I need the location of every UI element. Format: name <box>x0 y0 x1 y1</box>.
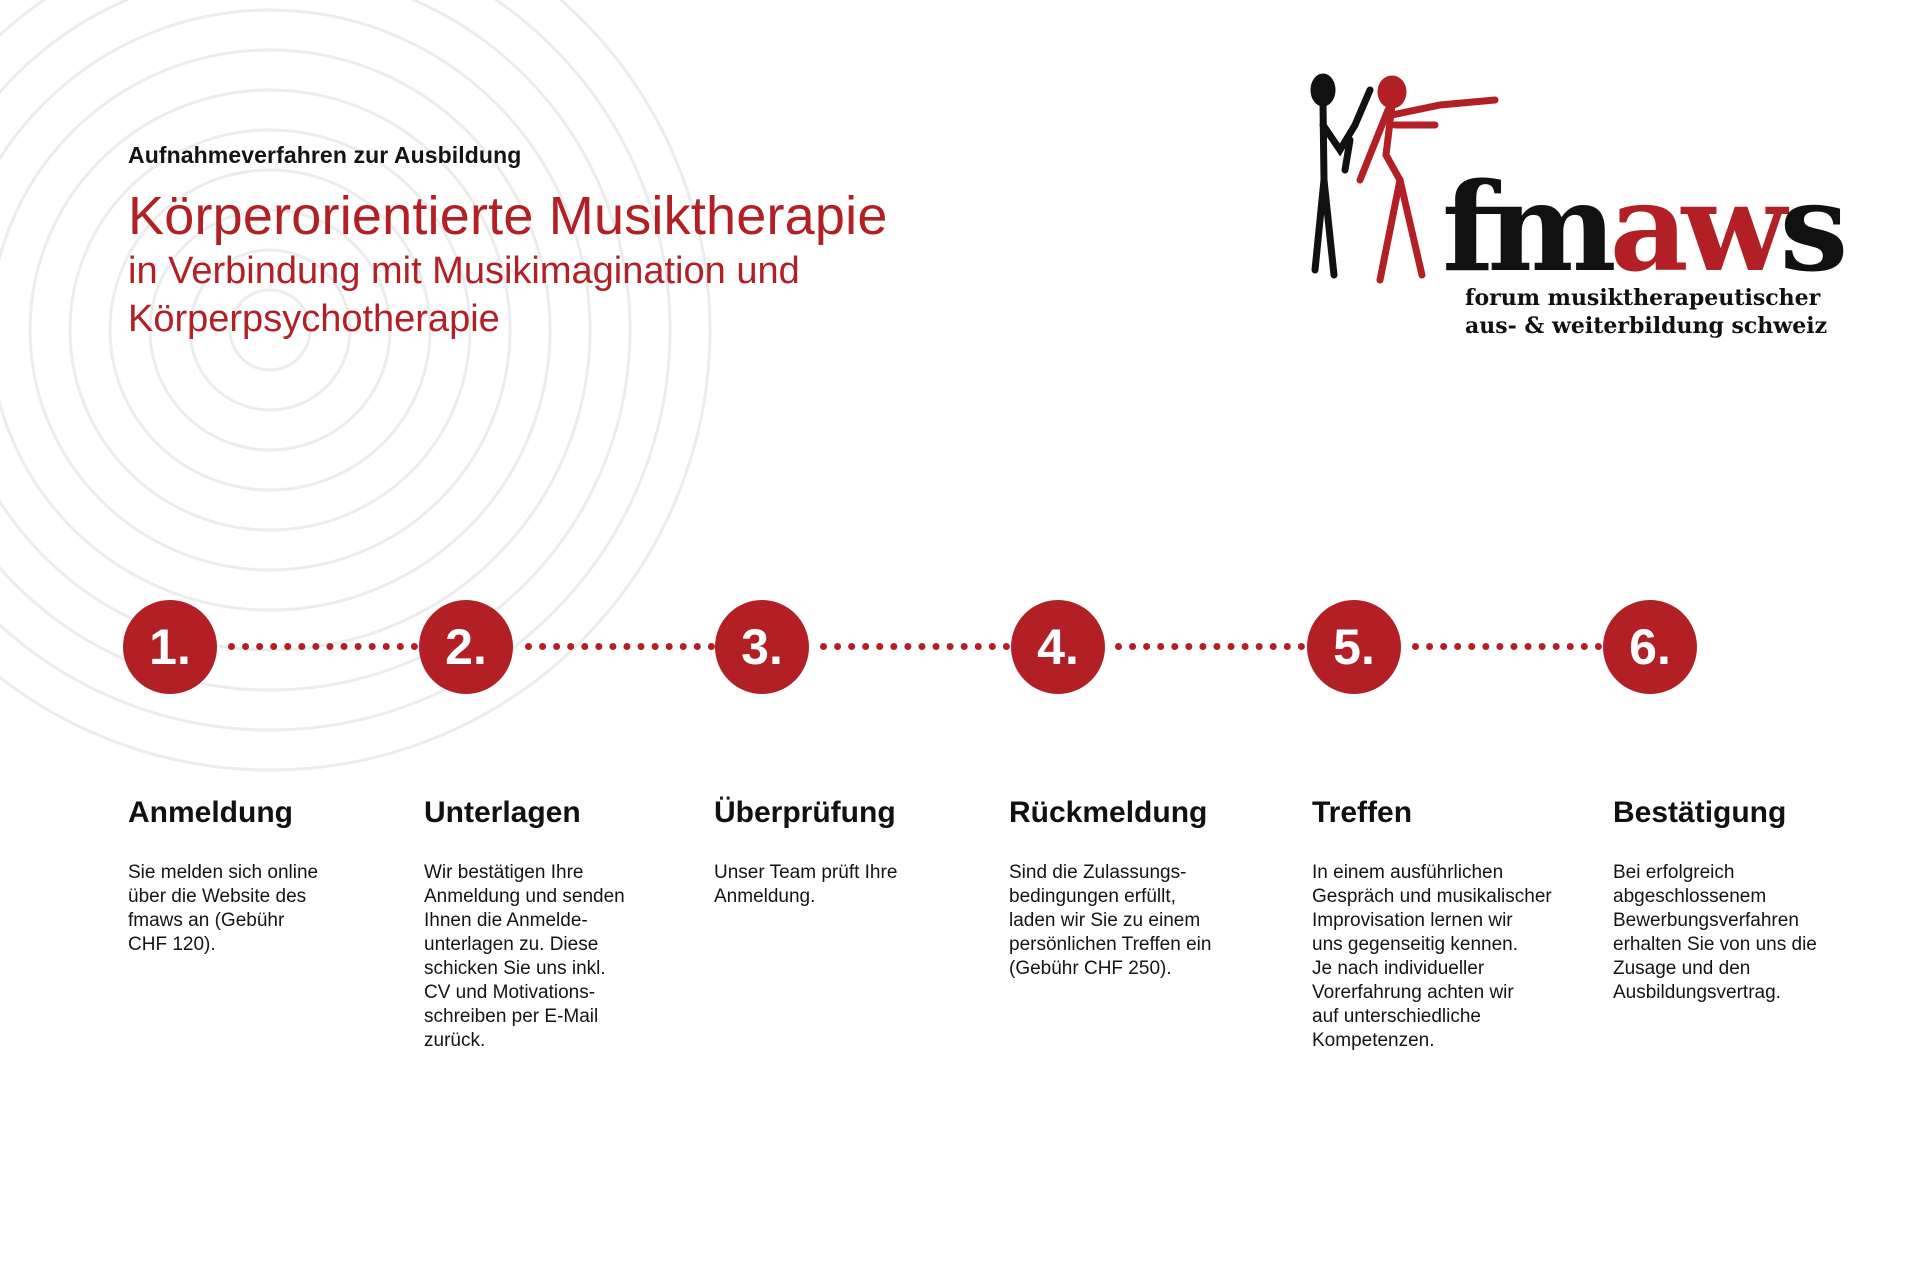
logo-tagline <box>1465 284 1827 340</box>
subtitle-line-1: in Verbindung mit Musikimagination und <box>128 250 800 292</box>
step-connector <box>1412 643 1602 650</box>
step-2-description: Wir bestätigen Ihre Anmeldung und senden Ihnen die Anmelde- unterlagen zu. Diese schicken Sie uns inkl. CV und Motivations- schreiben per E-Mail zurück. <box>424 862 625 1051</box>
step-4-description: Sind die Zulassungs- bedingungen erfüllt, laden wir Sie zu einem persönlichen Treffen ein (Gebühr CHF 250). <box>1009 862 1212 979</box>
subtitle-line-2: Körperpsychotherapie <box>128 298 500 340</box>
step-4 <box>1009 795 1269 981</box>
step-3-description: Unser Team prüft Ihre Anmeldung. <box>714 862 898 907</box>
logo-tagline-line-2: aus- & weiterbildung schweiz <box>1465 313 1828 339</box>
logo-tagline-line-1: forum musiktherapeutischer <box>1465 285 1821 311</box>
step-3-number: 3. <box>715 600 809 694</box>
kicker: Aufnahmeverfahren zur Ausbildung <box>128 142 522 168</box>
step-4-number: 4. <box>1011 600 1105 694</box>
step-1-description: Sie melden sich online über die Website des fmaws an (Gebühr CHF 120). <box>128 862 319 955</box>
step-5-number: 5. <box>1307 600 1401 694</box>
step-3-title: Überprüfung <box>714 796 896 829</box>
step-1-number: 1. <box>123 600 217 694</box>
step-2-title: Unterlagen <box>424 796 581 829</box>
step-5-title: Treffen <box>1312 796 1413 829</box>
step-6-description: Bei erfolgreich abgeschlossenem Bewerbungsverfahren erhalten Sie von uns die Zusage und den Ausbildungsvertrag. <box>1613 862 1817 1003</box>
step-2 <box>424 795 684 1053</box>
step-6-title: Bestätigung <box>1613 796 1787 829</box>
step-connector <box>228 643 418 650</box>
logo-wordmark: fmaws <box>1442 155 1842 299</box>
step-3 <box>714 795 974 909</box>
step-5 <box>1312 795 1602 1053</box>
step-connector <box>820 643 1010 650</box>
step-6-number: 6. <box>1603 600 1697 694</box>
step-1-title: Anmeldung <box>128 796 293 829</box>
step-2-number: 2. <box>419 600 513 694</box>
step-1 <box>128 795 388 957</box>
step-4-title: Rückmeldung <box>1009 796 1208 829</box>
header <box>128 142 1028 343</box>
step-5-description: In einem ausführlichen Gespräch und musikalischer Improvisation lernen wir uns gegenseitig kennen. Je nach individueller Vorerfahrung achten wir auf unterschiedliche Kompetenzen. <box>1312 862 1552 1051</box>
fmaws-logo <box>1300 70 1842 360</box>
step-connector <box>525 643 715 650</box>
step-6 <box>1613 795 1903 1005</box>
page-title: Körperorientierte Musiktherapie <box>128 186 888 246</box>
step-connector <box>1115 643 1305 650</box>
